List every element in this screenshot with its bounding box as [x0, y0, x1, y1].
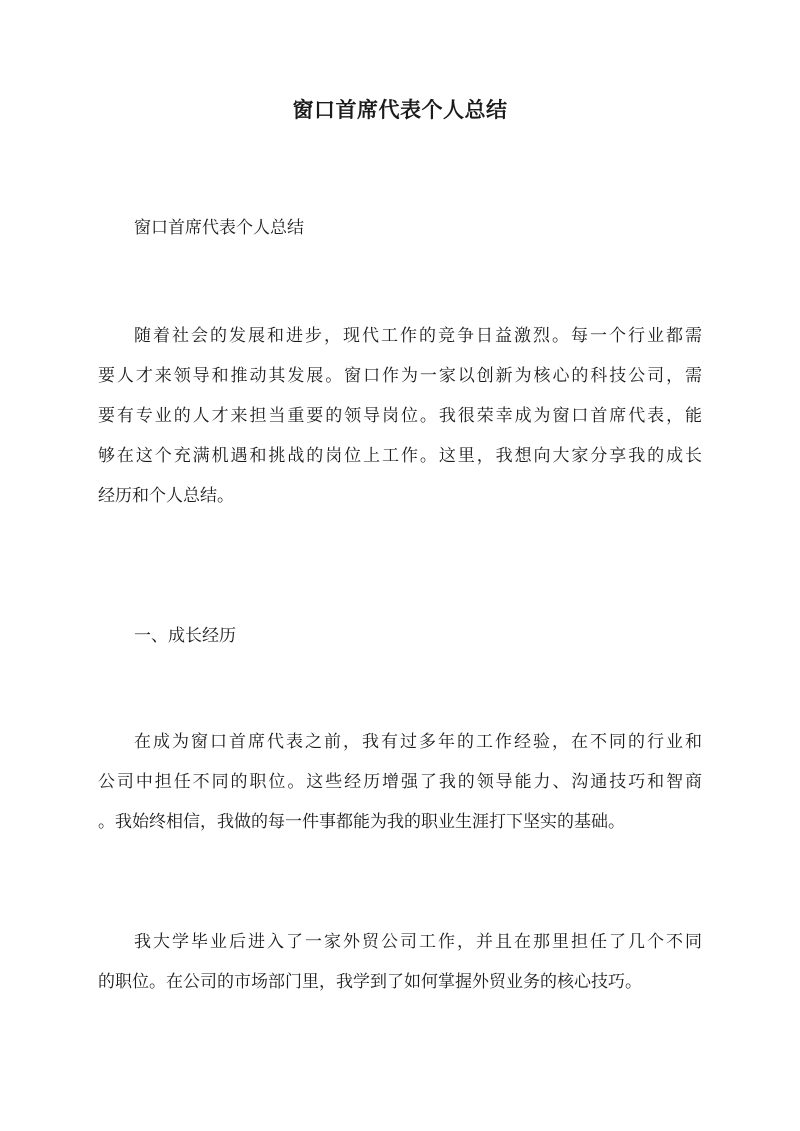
- paragraph-line: 。我始终相信，我做的每一件事都能为我的职业生涯打下坚实的基础。: [98, 812, 625, 832]
- paragraph-line: 公司中担任不同的职位。这些经历增强了我的领导能力、沟通技巧和智商: [98, 772, 702, 792]
- experience-paragraph-1: [98, 722, 702, 842]
- paragraph-line: 我大学毕业后进入了一家外贸公司工作，并且在那里担任了几个不同: [134, 932, 702, 952]
- paragraph-line: 随着社会的发展和进步，现代工作的竞争日益激烈。每一个行业都需: [134, 326, 702, 346]
- document-title: 窗口首席代表个人总结: [292, 97, 508, 122]
- paragraph-line: 经历和个人总结。: [98, 486, 234, 506]
- intro-paragraph: [98, 316, 702, 516]
- paragraph-line: 要有专业的人才来担当重要的领导岗位。我很荣幸成为窗口首席代表，能: [98, 406, 702, 426]
- paragraph-line: 要人才来领导和推动其发展。窗口作为一家以创新为核心的科技公司，需: [98, 366, 702, 386]
- paragraph-line: 在成为窗口首席代表之前，我有过多年的工作经验，在不同的行业和: [134, 732, 702, 752]
- section-heading-growth: 一、成长经历: [134, 626, 236, 646]
- paragraph-line: 够在这个充满机遇和挑战的岗位上工作。这里，我想向大家分享我的成长: [98, 446, 702, 466]
- paragraph-line: 的职位。在公司的市场部门里，我学到了如何掌握外贸业务的核心技巧。: [98, 972, 642, 992]
- document-subtitle: 窗口首席代表个人总结: [134, 218, 304, 238]
- experience-paragraph-2: [98, 922, 702, 1002]
